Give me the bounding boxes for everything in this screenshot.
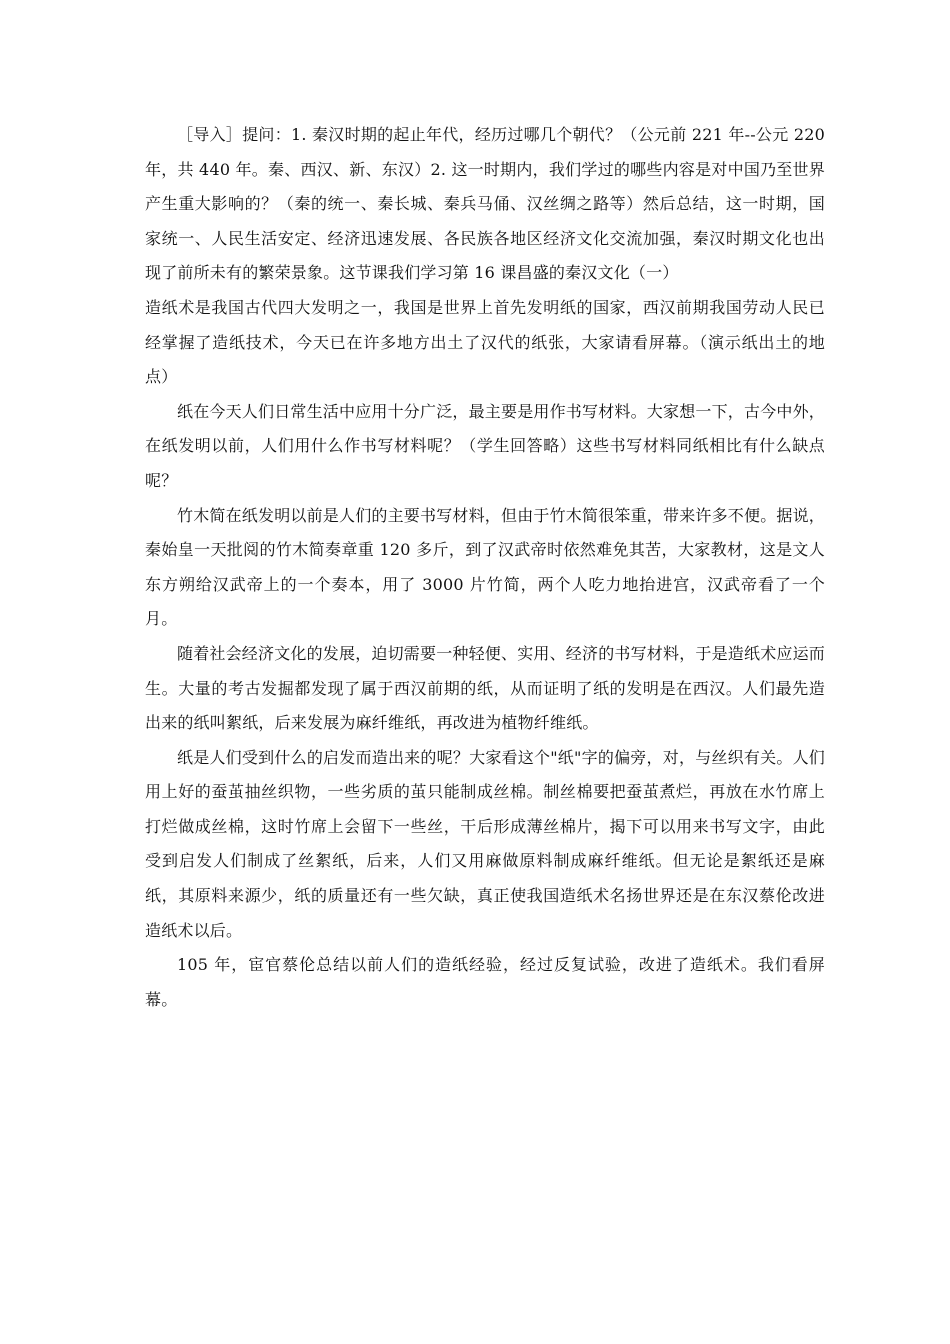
paragraph-inspiration: 纸是人们受到什么的启发而造出来的呢？大家看这个"纸"字的偏旁，对，与丝织有关。人们用上好的蚕茧抽丝织物，一些劣质的茧只能制成丝棉。制丝棉要把蚕茧煮烂，再放在水竹席上打烂做成丝棉，这时竹席上会留下一些丝，干后形成薄丝棉片，揭下可以用来书写文字，由此受到启发人们制成了丝絮纸，后来，人们又用麻做原料制成麻纤维纸。但无论是絮纸还是麻纸，其原料来源少，纸的质量还有一些欠缺，真正使我国造纸术名扬世界还是在东汉蔡伦改进造纸术以后。 <box>145 747 825 940</box>
paragraph-writing-materials: 纸在今天人们日常生活中应用十分广泛，最主要是用作书写材料。大家想一下，古今中外，在纸发明以前，人们用什么作书写材料呢？（学生回答略）这些书写材料同纸相比有什么缺点呢？ <box>145 401 826 490</box>
paragraph-intro: ［导入］提问：1. 秦汉时期的起止年代，经历过哪几个朝代？（公元前 221 年--公元 220 年，共 440 年。秦、西汉、新、东汉）2. 这一时期内，我们学过的哪些内容是对中国乃至世界产生重大影响的？（秦的统一、秦长城、秦兵马俑、汉丝绸之路等）然后总结，这一时期，国家统一、人民生活安定、经济迅速发展、各民族各地区经济文化交流加强，秦汉时期文化也出现了前所未有的繁荣景象。这节课我们学习第 16 课昌盛的秦汉文化（一） <box>145 125 825 283</box>
document-body <box>145 118 825 1017</box>
paragraph-bamboo-slips: 竹木简在纸发明以前是人们的主要书写材料，但由于竹木简很笨重，带来许多不便。据说，秦始皇一天批阅的竹木简奏章重 120 多斤，到了汉武帝时依然难免其苦，大家教材，这是文人东方朔给汉武帝上的一个奏本，用了 3000 片竹简，两个人吃力地抬进宫，汉武帝看了一个月。 <box>145 505 826 629</box>
paragraph-invention: 随着社会经济文化的发展，迫切需要一种轻便、实用、经济的书写材料，于是造纸术应运而生。大量的考古发掘都发现了属于西汉前期的纸，从而证明了纸的发明是在西汉。人们最先造出来的纸叫絮纸，后来发展为麻纤维纸，再改进为植物纤维纸。 <box>145 643 826 733</box>
paragraph-cai-lun: 105 年，宦官蔡伦总结以前人们的造纸经验，经过反复试验，改进了造纸术。我们看屏幕。 <box>145 955 825 1009</box>
paragraph-papermaking: 造纸术是我国古代四大发明之一，我国是世界上首先发明纸的国家，西汉前期我国劳动人民已经掌握了造纸技术，今天已在许多地方出土了汉代的纸张，大家请看屏幕。（演示纸出土的地点） <box>145 297 825 387</box>
